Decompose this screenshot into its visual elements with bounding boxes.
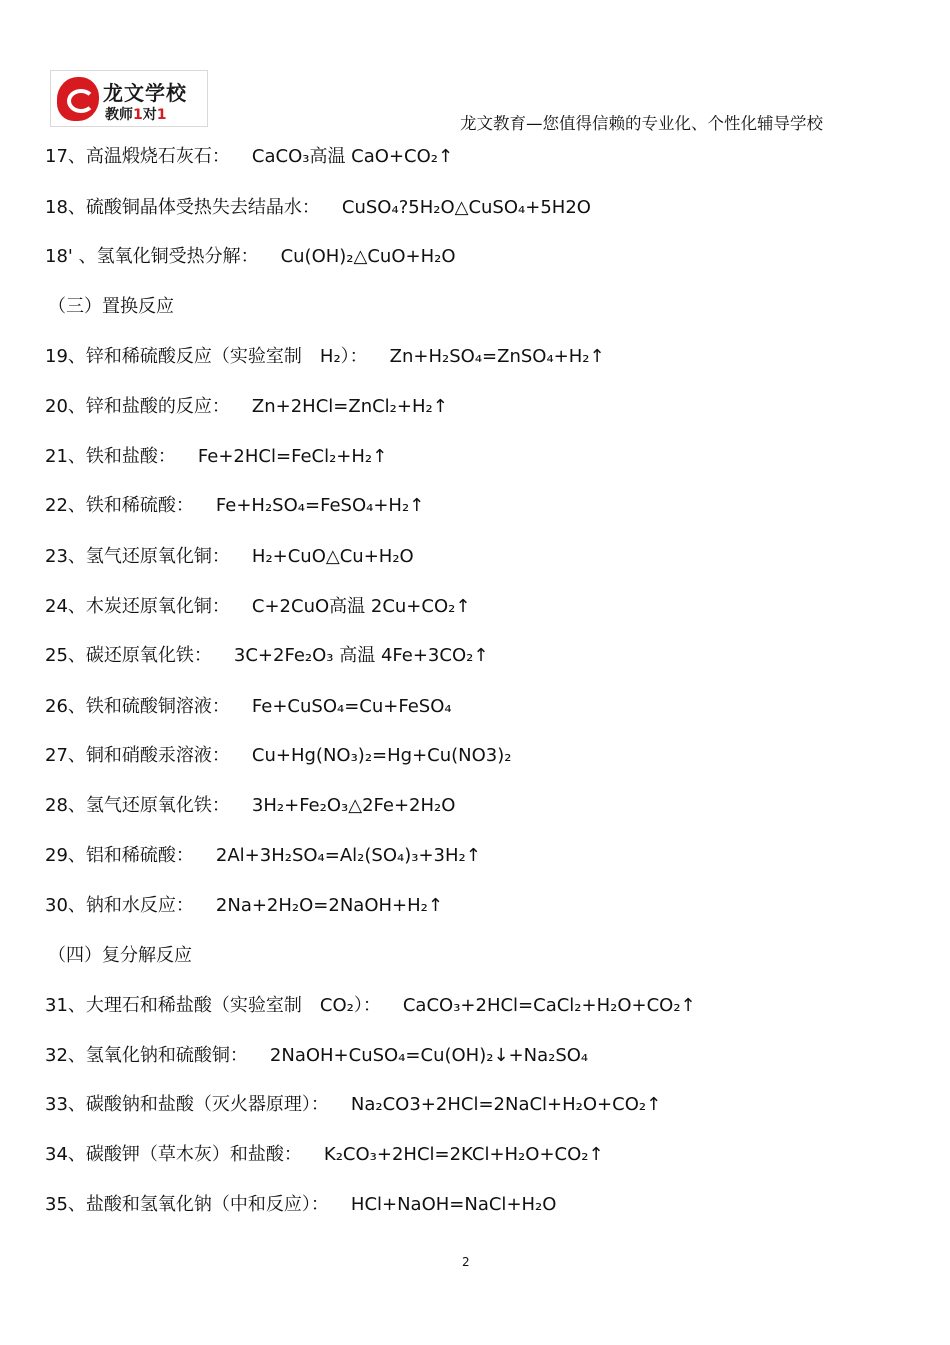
header-tagline: 龙文教育—您值得信赖的专业化、个性化辅导学校 — [460, 114, 823, 133]
equation-line: 24、木炭还原氧化铜： C+2CuO高温 2Cu+CO₂↑ — [45, 596, 471, 617]
page-number: 2 — [462, 1255, 470, 1269]
equation-line: 22、铁和稀硫酸： Fe+H₂SO₄=FeSO₄+H₂↑ — [45, 495, 425, 516]
logo-title: 龙文学校 — [103, 81, 187, 105]
logo-subtitle: 教师1对1 — [105, 107, 167, 123]
equation-line: 27、铜和硝酸汞溶液： Cu+Hg(NO₃)₂=Hg+Cu(NO3)₂ — [45, 745, 512, 766]
section-heading: （三）置换反应 — [48, 296, 174, 317]
equation-line: 17、高温煅烧石灰石： CaCO₃高温 CaO+CO₂↑ — [45, 146, 454, 167]
equation-line: 35、盐酸和氢氧化钠（中和反应）： HCl+NaOH=NaCl+H₂O — [45, 1194, 557, 1215]
section-heading: （四）复分解反应 — [48, 945, 192, 966]
equation-line: 20、锌和盐酸的反应： Zn+2HCl=ZnCl₂+H₂↑ — [45, 396, 448, 417]
equation-line: 18' 、氢氧化铜受热分解： Cu(OH)₂△CuO+H₂O — [45, 246, 456, 267]
equation-line: 21、铁和盐酸： Fe+2HCl=FeCl₂+H₂↑ — [45, 446, 388, 467]
equation-line: 32、氢氧化钠和硫酸铜： 2NaOH+CuSO₄=Cu(OH)₂↓+Na₂SO₄ — [45, 1045, 589, 1066]
equation-line: 28、氢气还原氧化铁： 3H₂+Fe₂O₃△2Fe+2H₂O — [45, 795, 456, 816]
equation-line: 31、大理石和稀盐酸（实验室制 CO₂）： CaCO₃+2HCl=CaCl₂+H₂O+CO₂↑ — [45, 995, 696, 1016]
equation-line: 23、氢气还原氧化铜： H₂+CuO△Cu+H₂O — [45, 546, 414, 567]
equation-line: 30、钠和水反应： 2Na+2H₂O=2NaOH+H₂↑ — [45, 895, 443, 916]
equation-line: 33、碳酸钠和盐酸（灭火器原理）： Na₂CO3+2HCl=2NaCl+H₂O+CO₂↑ — [45, 1094, 662, 1115]
equation-line: 25、碳还原氧化铁： 3C+2Fe₂O₃ 高温 4Fe+3CO₂↑ — [45, 645, 489, 666]
equation-line: 18、硫酸铜晶体受热失去结晶水： CuSO₄?5H₂O△CuSO₄+5H2O — [45, 197, 591, 218]
dragon-logo-icon — [57, 77, 99, 121]
equation-line: 26、铁和硫酸铜溶液： Fe+CuSO₄=Cu+FeSO₄ — [45, 696, 452, 717]
school-logo — [50, 70, 208, 127]
equation-line: 29、铝和稀硫酸： 2Al+3H₂SO₄=Al₂(SO₄)₃+3H₂↑ — [45, 845, 481, 866]
equation-line: 34、碳酸钾（草木灰）和盐酸： K₂CO₃+2HCl=2KCl+H₂O+CO₂↑ — [45, 1144, 604, 1165]
equation-line: 19、锌和稀硫酸反应（实验室制 H₂）： Zn+H₂SO₄=ZnSO₄+H₂↑ — [45, 346, 605, 367]
